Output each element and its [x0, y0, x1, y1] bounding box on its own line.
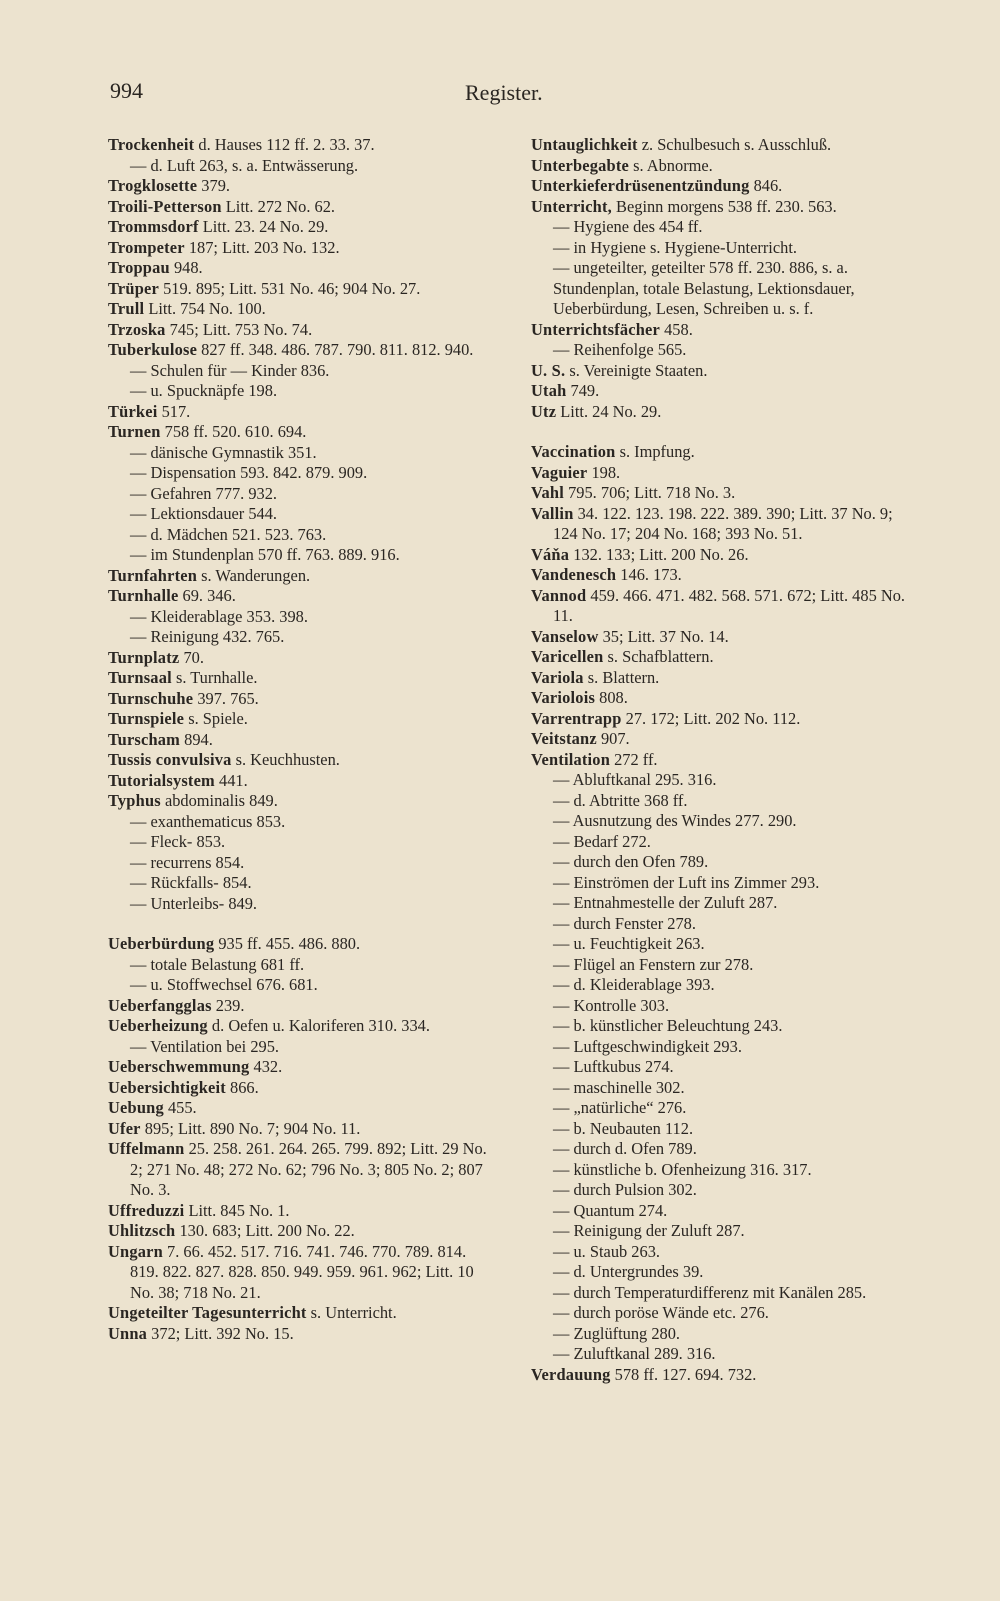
index-entry-head: Trogklosette [108, 176, 198, 195]
index-entry [531, 504, 916, 545]
index-entry [531, 688, 916, 709]
section-gap [108, 914, 493, 934]
index-entry-head: Uffreduzzi [108, 1200, 185, 1220]
index-subentry [108, 443, 493, 464]
index-subentry [108, 812, 493, 833]
index-entry-head: Trüper [108, 278, 159, 298]
index-subentry [531, 791, 916, 812]
index-subentry [108, 525, 493, 546]
index-entry [531, 381, 916, 402]
index-entry-text: s. Abnorme. [629, 155, 713, 175]
index-entry [108, 566, 493, 587]
index-entry-text: 146. 173. [616, 565, 682, 584]
index-entry [108, 299, 493, 320]
index-entry-text: 948. [169, 258, 203, 277]
index-entry-head: Vaccination [531, 442, 616, 461]
index-entry [108, 197, 493, 218]
index-entry-text: — Dispensation 593. 842. 879. 909. [130, 463, 368, 482]
index-entry-head: Vanselow [531, 626, 599, 646]
index-entry-head: Untauglichkeit [531, 135, 638, 154]
index-entry-head: Turnplatz [108, 647, 180, 667]
index-entry-text: s. Wanderungen. [197, 565, 311, 585]
index-entry-text: — Reinigung der Zuluft 287. [553, 1221, 745, 1240]
index-entry [531, 627, 916, 648]
index-subentry [531, 1139, 916, 1160]
index-entry-text: 70. [179, 647, 204, 667]
index-entry-text: Litt. 23. 24 No. 29. [198, 217, 329, 236]
index-entry-head: Trzoska [108, 319, 166, 339]
index-entry-text: 455. [163, 1098, 197, 1117]
index-entry-head: Vaguier [531, 462, 588, 482]
index-entry-head: Utz [531, 401, 557, 421]
index-entry-text: 758 ff. 520. 610. 694. [160, 422, 307, 441]
index-entry-text: — künstliche b. Ofenheizung 316. 317. [553, 1159, 812, 1179]
index-entry-text: — Bedarf 272. [553, 831, 651, 851]
index-entry-head: Unterrichtsfächer [531, 319, 661, 339]
page-number: 994 [110, 78, 143, 103]
index-entry-text: — u. Spucknäpfe 198. [130, 381, 278, 400]
index-entry [531, 361, 916, 382]
index-entry-head: Turscham [108, 729, 181, 749]
index-entry-text: 458. [660, 319, 693, 339]
index-entry-head: Uffelmann [108, 1139, 185, 1158]
index-entry [108, 586, 493, 607]
index-entry-text: 198. [587, 462, 621, 482]
index-entry-text: abdominalis 849. [160, 791, 278, 810]
index-subentry [108, 853, 493, 874]
index-subentry [531, 1078, 916, 1099]
index-entry [531, 176, 916, 197]
index-entry-head: Veitstanz [531, 729, 597, 748]
index-subentry [108, 484, 493, 505]
index-subentry [531, 1262, 916, 1283]
index-entry [108, 730, 493, 751]
index-entry [108, 1098, 493, 1119]
index-entry-head: Troili-Petterson [108, 196, 222, 216]
index-entry [108, 668, 493, 689]
index-subentry [531, 1180, 916, 1201]
index-subentry [531, 852, 916, 873]
index-entry [531, 586, 916, 627]
index-entry [531, 320, 916, 341]
index-subentry [108, 873, 493, 894]
index-entry [108, 340, 493, 361]
index-entry-head: Turnen [108, 422, 161, 441]
index-entry [531, 135, 916, 156]
index-entry-head: Variolois [531, 688, 596, 707]
index-entry [108, 217, 493, 238]
index-entry-head: Unterricht, [531, 196, 612, 216]
index-entry [531, 668, 916, 689]
index-entry [108, 934, 493, 955]
index-subentry [531, 873, 916, 894]
index-entry-text: s. Vereinigte Staaten. [565, 360, 708, 380]
index-subentry [108, 955, 493, 976]
index-entry-text: 372; Litt. 392 No. 15. [147, 1323, 294, 1343]
index-entry-text: 846. [749, 176, 783, 195]
index-subentry [531, 996, 916, 1017]
index-entry [531, 463, 916, 484]
index-subentry [531, 955, 916, 976]
index-entry-text: 866. [225, 1077, 259, 1097]
index-entry-text: — d. Luft 263, s. a. Entwässerung. [130, 155, 359, 175]
index-entry-text: — im Stundenplan 570 ff. 763. 889. 916. [130, 545, 400, 564]
index-entry-text: — Zuluftkanal 289. 316. [553, 1344, 716, 1363]
index-entry-head: Tuberkulose [108, 340, 198, 359]
index-subentry [531, 1016, 916, 1037]
index-entry-text: — Rückfalls- 854. [130, 873, 252, 892]
index-entry-head: Váňa [531, 544, 570, 564]
index-subentry [108, 894, 493, 915]
index-entry-text: — Flügel an Fenstern zur 278. [553, 954, 754, 974]
index-entry [108, 791, 493, 812]
index-entry [531, 442, 916, 463]
index-entry-text: — Reihenfolge 565. [553, 340, 687, 359]
index-entry-text: — Luftkubus 274. [553, 1057, 674, 1076]
index-entry-text: — Unterleibs- 849. [130, 893, 258, 913]
index-entry-text: 187; Litt. 203 No. 132. [184, 237, 340, 257]
index-subentry [531, 811, 916, 832]
page-header [110, 78, 910, 114]
index-entry [531, 565, 916, 586]
index-entry-head: Vannod [531, 585, 587, 605]
index-entry [108, 1119, 493, 1140]
index-subentry [531, 1160, 916, 1181]
index-entry-text: 441. [214, 770, 248, 790]
index-entry-text: Litt. 754 No. 100. [144, 299, 266, 318]
index-entry-head: Ufer [108, 1118, 141, 1138]
index-entry-text: d. Hauses 112 ff. 2. 33. 37. [194, 135, 375, 154]
index-entry-text: Beginn morgens 538 ff. 230. 563. [611, 196, 837, 216]
index-entry [108, 176, 493, 197]
index-entry-text: 749. [566, 381, 600, 400]
index-entry-text: — Luftgeschwindigkeit 293. [553, 1036, 742, 1056]
index-entry-text: 795. 706; Litt. 718 No. 3. [564, 483, 736, 502]
index-entry [108, 1078, 493, 1099]
index-subentry [531, 217, 916, 238]
index-entry [108, 1201, 493, 1222]
index-entry-text: — Einströmen der Luft ins Zimmer 293. [553, 872, 820, 892]
index-entry-head: Vahl [531, 483, 564, 502]
index-entry-text: 272 ff. [610, 749, 658, 769]
index-subentry [531, 1201, 916, 1222]
index-entry-text: 935 ff. 455. 486. 880. [214, 934, 361, 953]
index-entry-text: 745; Litt. 753 No. 74. [165, 319, 313, 339]
index-entry-head: Turnspiele [108, 709, 185, 728]
index-entry-head: Trull [108, 299, 145, 318]
index-entry-head: U. S. [531, 360, 566, 380]
index-subentry [531, 340, 916, 361]
index-subentry [531, 893, 916, 914]
index-entry-head: Turnhalle [108, 586, 179, 605]
index-entry [531, 545, 916, 566]
index-entry-text: s. Impfung. [615, 442, 695, 461]
index-entry [108, 238, 493, 259]
index-entry [108, 1324, 493, 1345]
index-subentry [108, 361, 493, 382]
index-entry-text: — b. künstlicher Beleuchtung 243. [553, 1016, 783, 1035]
index-entry-text: — recurrens 854. [130, 852, 245, 872]
index-entry-text: 239. [211, 995, 245, 1015]
index-entry [108, 258, 493, 279]
index-entry-text: 397. 765. [193, 688, 259, 708]
index-entry-text: 7. 66. 452. 517. 716. 741. 746. 770. 789. 814. 819. 822. 827. 828. 850. 949. 959. 961. 962; Litt. 10 No. 38; 718 No. 21. [130, 1241, 474, 1302]
index-entry-head: Vandenesch [531, 565, 617, 584]
index-subentry [531, 1037, 916, 1058]
index-entry-text: — Zuglüftung 280. [553, 1323, 681, 1343]
index-entry-head: Typhus [108, 791, 161, 810]
index-subentry [531, 1324, 916, 1345]
index-entry-head: Uebersichtigkeit [108, 1077, 226, 1097]
index-entry-text: — durch den Ofen 789. [553, 852, 709, 871]
index-entry-text: Litt. 272 No. 62. [221, 196, 336, 216]
index-entry-head: Variola [531, 667, 584, 687]
index-entry-text: 808. [595, 688, 628, 707]
index-entry-text: s. Blattern. [583, 667, 660, 687]
index-entry-head: Unterkieferdrüsenentzündung [531, 176, 750, 195]
index-entry [108, 422, 493, 443]
index-entry [531, 402, 916, 423]
index-entry-head: Utah [531, 381, 567, 400]
index-entry-text: 25. 258. 261. 264. 265. 799. 892; Litt. 29 No. 2; 271 No. 48; 272 No. 62; 796 No. 3; 805 No. 2; 807 No. 3. [130, 1139, 487, 1199]
index-entry-text: — u. Stoffwechsel 676. 681. [130, 975, 318, 994]
index-subentry [531, 975, 916, 996]
index-column-right [531, 135, 916, 1385]
index-entry-text: — ungeteilter, geteilter 578 ff. 230. 886, s. a. Stundenplan, totale Belastung, Lektionsdauer, Ueberbürdung, Lesen, Schreiben u. s. f. [553, 258, 855, 318]
index-entry-head: Turnfahrten [108, 565, 198, 585]
index-entry-head: Trockenheit [108, 135, 195, 154]
index-entry-head: Uhlitzsch [108, 1221, 176, 1240]
index-entry-head: Varicellen [531, 647, 604, 666]
index-entry [531, 729, 916, 750]
index-subentry [108, 975, 493, 996]
index-subentry [108, 545, 493, 566]
index-entry-head: Turnschuhe [108, 688, 194, 708]
index-entry-head: Ungeteilter Tagesunterricht [108, 1303, 307, 1322]
index-subentry [531, 1119, 916, 1140]
index-entry-text: — Fleck- 853. [130, 832, 226, 851]
section-gap [531, 422, 916, 442]
index-subentry [531, 1242, 916, 1263]
index-subentry [531, 1221, 916, 1242]
index-subentry [531, 1303, 916, 1324]
index-entry-text: — durch Pulsion 302. [553, 1180, 697, 1199]
index-entry-text: Litt. 845 No. 1. [184, 1200, 290, 1220]
index-subentry [108, 627, 493, 648]
index-entry [108, 1242, 493, 1304]
index-entry [531, 647, 916, 668]
index-entry-text: s. Keuchhusten. [231, 750, 340, 769]
index-subentry [531, 832, 916, 853]
index-entry-head: Tussis convulsiva [108, 750, 232, 769]
index-entry-head: Unna [108, 1323, 148, 1343]
index-entry-head: Varrentrapp [531, 708, 622, 728]
index-entry [108, 996, 493, 1017]
index-entry-head: Tutorialsystem [108, 770, 215, 790]
index-entry-text: — b. Neubauten 112. [553, 1118, 694, 1138]
index-entry-text: 35; Litt. 37 No. 14. [598, 626, 729, 646]
index-subentry [531, 914, 916, 935]
index-subentry [108, 381, 493, 402]
index-entry [108, 1221, 493, 1242]
index-entry-head: Ungarn [108, 1241, 163, 1261]
index-entry [108, 402, 493, 423]
index-entry-text: — durch Temperaturdifferenz mit Kanälen 285. [553, 1282, 867, 1302]
index-subentry [531, 770, 916, 791]
index-entry-text: 895; Litt. 890 No. 7; 904 No. 11. [140, 1118, 361, 1138]
index-entry-text: 459. 466. 471. 482. 568. 571. 672; Litt. 485 No. 11. [553, 585, 905, 625]
index-entry [108, 750, 493, 771]
index-entry-head: Turnsaal [108, 668, 172, 687]
index-entry-text: — d. Kleiderablage 393. [553, 975, 715, 994]
index-entry [108, 135, 493, 156]
index-entry-head: Vallin [531, 503, 574, 523]
index-entry-text: 907. [596, 729, 630, 748]
index-subentry [531, 1098, 916, 1119]
index-entry-text: — totale Belastung 681 ff. [130, 954, 305, 974]
index-subentry [531, 258, 916, 320]
index-subentry [108, 504, 493, 525]
index-entry-text: 379. [197, 176, 230, 195]
index-subentry [531, 1283, 916, 1304]
index-column-left [108, 135, 493, 1344]
index-entry-text: — Lektionsdauer 544. [130, 504, 278, 523]
index-entry [108, 1057, 493, 1078]
index-entry-text: — Hygiene des 454 ff. [553, 217, 703, 236]
index-entry-head: Türkei [108, 401, 158, 421]
index-entry-text: d. Oefen u. Kaloriferen 310. 334. [207, 1016, 430, 1035]
index-entry-text: 827 ff. 348. 486. 787. 790. 811. 812. 940. [197, 340, 474, 359]
index-entry [531, 1365, 916, 1386]
index-entry-text: s. Turnhalle. [171, 668, 258, 687]
index-subentry [531, 1344, 916, 1365]
index-entry-text: — maschinelle 302. [553, 1077, 685, 1097]
index-entry [531, 197, 916, 218]
index-entry [531, 156, 916, 177]
index-entry-text: 27. 172; Litt. 202 No. 112. [621, 708, 801, 728]
index-entry-text: 578 ff. 127. 694. 732. [610, 1364, 757, 1384]
index-subentry [108, 832, 493, 853]
index-entry [108, 709, 493, 730]
index-subentry [531, 934, 916, 955]
index-entry-text: — d. Mädchen 521. 523. 763. [130, 524, 327, 544]
index-subentry [108, 1037, 493, 1058]
index-entry-text: 517. [157, 401, 191, 421]
index-entry [108, 689, 493, 710]
index-subentry [108, 463, 493, 484]
index-subentry [531, 1057, 916, 1078]
index-entry-text: 130. 683; Litt. 200 No. 22. [175, 1221, 355, 1240]
index-subentry [531, 238, 916, 259]
index-entry-text: — Quantum 274. [553, 1200, 668, 1220]
index-entry-text: — u. Staub 263. [553, 1241, 660, 1261]
index-entry-text: — Kontrolle 303. [553, 995, 670, 1015]
index-entry [108, 771, 493, 792]
index-entry [531, 709, 916, 730]
index-entry-head: Ueberfangglas [108, 995, 212, 1015]
index-entry-text: z. Schulbesuch s. Ausschluß. [637, 135, 832, 154]
index-entry-head: Trompeter [108, 237, 185, 257]
index-entry-text: s. Unterricht. [306, 1303, 397, 1322]
index-entry-text: 894. [180, 729, 213, 749]
index-entry-text: 34. 122. 123. 198. 222. 389. 390; Litt. 37 No. 9; 124 No. 17; 204 No. 168; 393 No. 51. [553, 503, 893, 543]
index-entry-text: — durch poröse Wände etc. 276. [553, 1303, 769, 1322]
index-entry-text: — Abluftkanal 295. 316. [553, 770, 717, 789]
index-entry-text: — d. Abtritte 368 ff. [553, 790, 688, 810]
index-entry-head: Uebung [108, 1098, 164, 1117]
index-entry-head: Ueberheizung [108, 1016, 208, 1035]
index-entry-text: s. Spiele. [184, 709, 248, 728]
index-entry [108, 320, 493, 341]
index-subentry [108, 156, 493, 177]
index-entry-text: Litt. 24 No. 29. [556, 401, 662, 421]
index-entry-text: 432. [249, 1057, 283, 1076]
index-entry-head: Unterbegabte [531, 155, 629, 175]
index-entry [531, 483, 916, 504]
index-entry-head: Verdauung [531, 1364, 611, 1384]
index-entry [531, 750, 916, 771]
index-entry-text: — „natürliche“ 276. [553, 1098, 687, 1117]
index-entry-text: — exanthematicus 853. [130, 811, 286, 831]
index-entry-text: — Kleiderablage 353. 398. [130, 606, 308, 626]
index-entry [108, 1016, 493, 1037]
index-entry-text: — d. Untergrundes 39. [553, 1262, 704, 1281]
index-entry-text: — Ventilation bei 295. [130, 1036, 280, 1056]
index-entry-text: — dänische Gymnastik 351. [130, 442, 317, 462]
index-entry-text: — durch Fenster 278. [553, 913, 696, 933]
index-entry-text: — Reinigung 432. 765. [130, 627, 285, 646]
index-entry-head: Ueberschwemmung [108, 1057, 250, 1076]
index-entry-text: — durch d. Ofen 789. [553, 1139, 697, 1158]
running-title: Register. [465, 80, 543, 105]
index-subentry [108, 607, 493, 628]
index-entry-head: Trommsdorf [108, 217, 199, 236]
index-entry-text: — in Hygiene s. Hygiene-Unterricht. [553, 237, 797, 257]
index-entry-head: Troppau [108, 258, 170, 277]
index-entry-head: Ueberbürdung [108, 934, 215, 953]
index-entry-text: — Ausnutzung des Windes 277. 290. [553, 811, 797, 830]
index-entry-text: 69. 346. [178, 586, 236, 605]
index-entry-text: — u. Feuchtigkeit 263. [553, 934, 705, 953]
index-entry [108, 648, 493, 669]
index-entry-text: s. Schafblattern. [603, 647, 714, 666]
index-entry-text: 519. 895; Litt. 531 No. 46; 904 No. 27. [158, 278, 421, 298]
index-entry-head: Ventilation [531, 749, 611, 769]
index-entry [108, 279, 493, 300]
index-entry-text: 132. 133; Litt. 200 No. 26. [569, 544, 749, 564]
index-entry-text: — Gefahren 777. 932. [130, 483, 278, 503]
index-entry [108, 1139, 493, 1201]
index-entry-text: — Entnahmestelle der Zuluft 287. [553, 893, 778, 912]
index-entry-text: — Schulen für — Kinder 836. [130, 360, 330, 380]
index-entry [108, 1303, 493, 1324]
